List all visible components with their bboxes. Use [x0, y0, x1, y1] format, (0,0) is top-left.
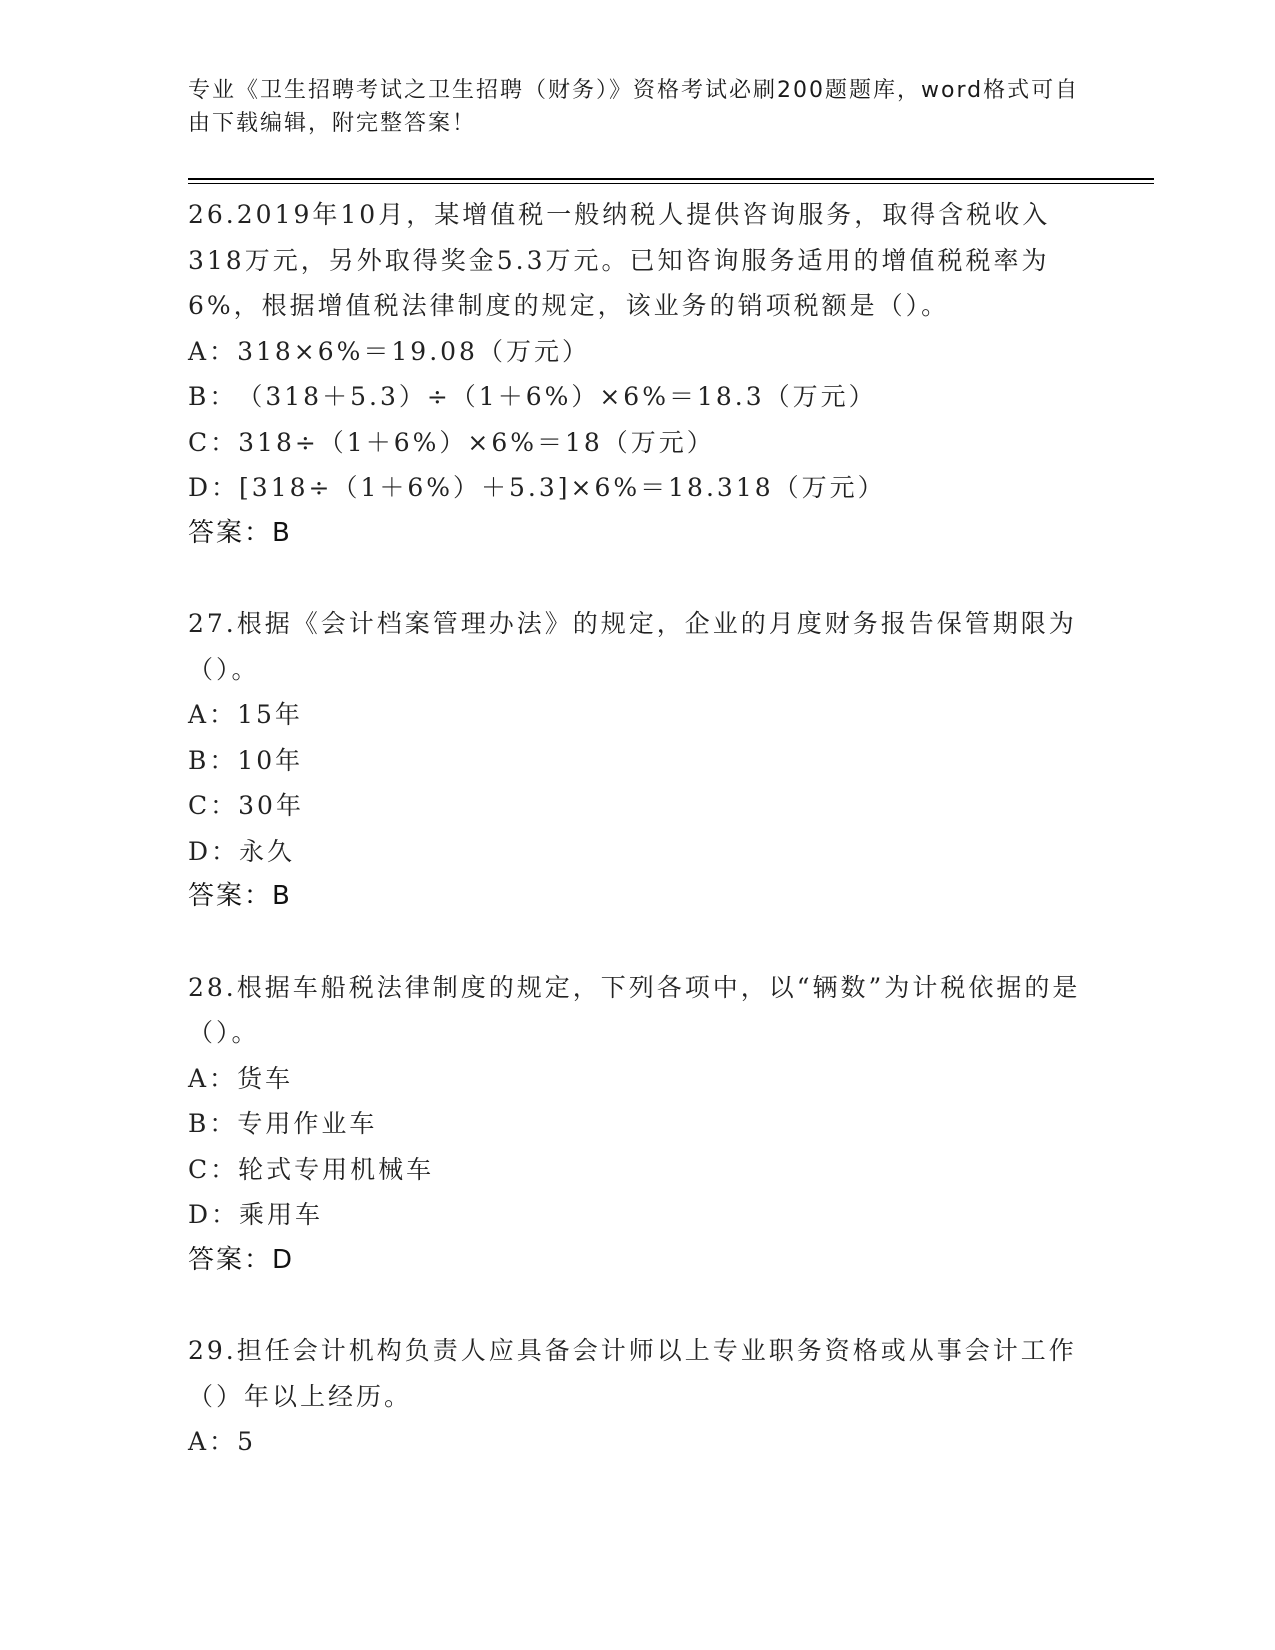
- option-key: A：: [188, 700, 238, 729]
- option-c: [188, 420, 1088, 466]
- option-text: 乘用车: [239, 1200, 324, 1229]
- option-text: 5: [237, 1427, 256, 1456]
- option-text: （318＋5.3）÷（1＋6%）×6%＝18.3（万元）: [237, 382, 877, 411]
- question-26: [188, 192, 1088, 556]
- option-key: D：: [188, 1200, 240, 1229]
- answer: 答案：B: [188, 881, 292, 911]
- option-d: [188, 1192, 1088, 1238]
- option-key: A：: [188, 1063, 238, 1093]
- option-d: [188, 465, 1088, 511]
- option-b: [188, 738, 1088, 784]
- option-c: [188, 1147, 1088, 1193]
- option-key: C：: [188, 427, 239, 457]
- option-text: 货车: [237, 1063, 294, 1093]
- question-29: [188, 1328, 1088, 1465]
- option-key: C：: [188, 791, 239, 820]
- question-text: 26.2019年10月，某增值税一般纳税人提供咨询服务，取得含税收入318万元，另外取得奖金5.3万元。已知咨询服务适用的增值税税率为6%，根据增值税法律制度的规定，该业务的销项税额是（）。: [188, 200, 1051, 320]
- option-a: [188, 692, 1088, 738]
- question-28: [188, 965, 1088, 1284]
- document-header: 专业《卫生招聘考试之卫生招聘（财务）》资格考试必刷200题题库，word格式可自由下载编辑，附完整答案！: [188, 78, 1080, 136]
- question-text: 28.根据车船税法律制度的规定，下列各项中，以“辆数”为计税依据的是（）。: [188, 972, 1081, 1047]
- option-a: [188, 329, 1088, 375]
- option-text: 318×6%＝19.08（万元）: [237, 336, 590, 366]
- option-b: [188, 1101, 1088, 1147]
- header-divider-bottom: [188, 183, 1154, 184]
- option-text: 10年: [237, 745, 304, 775]
- option-key: B：: [188, 745, 238, 775]
- option-d: [188, 829, 1088, 875]
- header-divider-top: [188, 178, 1154, 180]
- option-text: 318÷（1＋6%）×6%＝18（万元）: [238, 427, 715, 457]
- option-key: D：: [188, 836, 240, 866]
- option-text: [318÷（1＋6%）＋5.3]×6%＝18.318（万元）: [239, 473, 886, 502]
- option-a: [188, 1056, 1088, 1102]
- answer: 答案：B: [188, 517, 292, 548]
- option-text: 轮式专用机械车: [238, 1154, 435, 1184]
- option-key: D：: [188, 473, 240, 502]
- option-c: [188, 783, 1088, 829]
- option-b: [188, 374, 1088, 420]
- option-key: C：: [188, 1154, 239, 1184]
- question-27: [188, 601, 1088, 920]
- option-key: B：: [188, 1109, 238, 1138]
- option-key: B：: [188, 382, 238, 411]
- option-text: 30年: [238, 791, 304, 820]
- question-text: 29.担任会计机构负责人应具备会计师以上专业职务资格或从事会计工作（）年以上经历。: [188, 1336, 1077, 1411]
- question-text: 27.根据《会计档案管理办法》的规定，企业的月度财务报告保管期限为（）。: [188, 609, 1077, 684]
- option-text: 15年: [237, 700, 303, 729]
- question-list: [188, 192, 1088, 1465]
- option-key: A：: [188, 1427, 238, 1456]
- option-text: 专用作业车: [237, 1109, 378, 1138]
- option-key: A：: [188, 336, 238, 366]
- answer: 答案：D: [188, 1244, 295, 1275]
- option-text: 永久: [239, 836, 296, 866]
- option-a: [188, 1419, 1088, 1465]
